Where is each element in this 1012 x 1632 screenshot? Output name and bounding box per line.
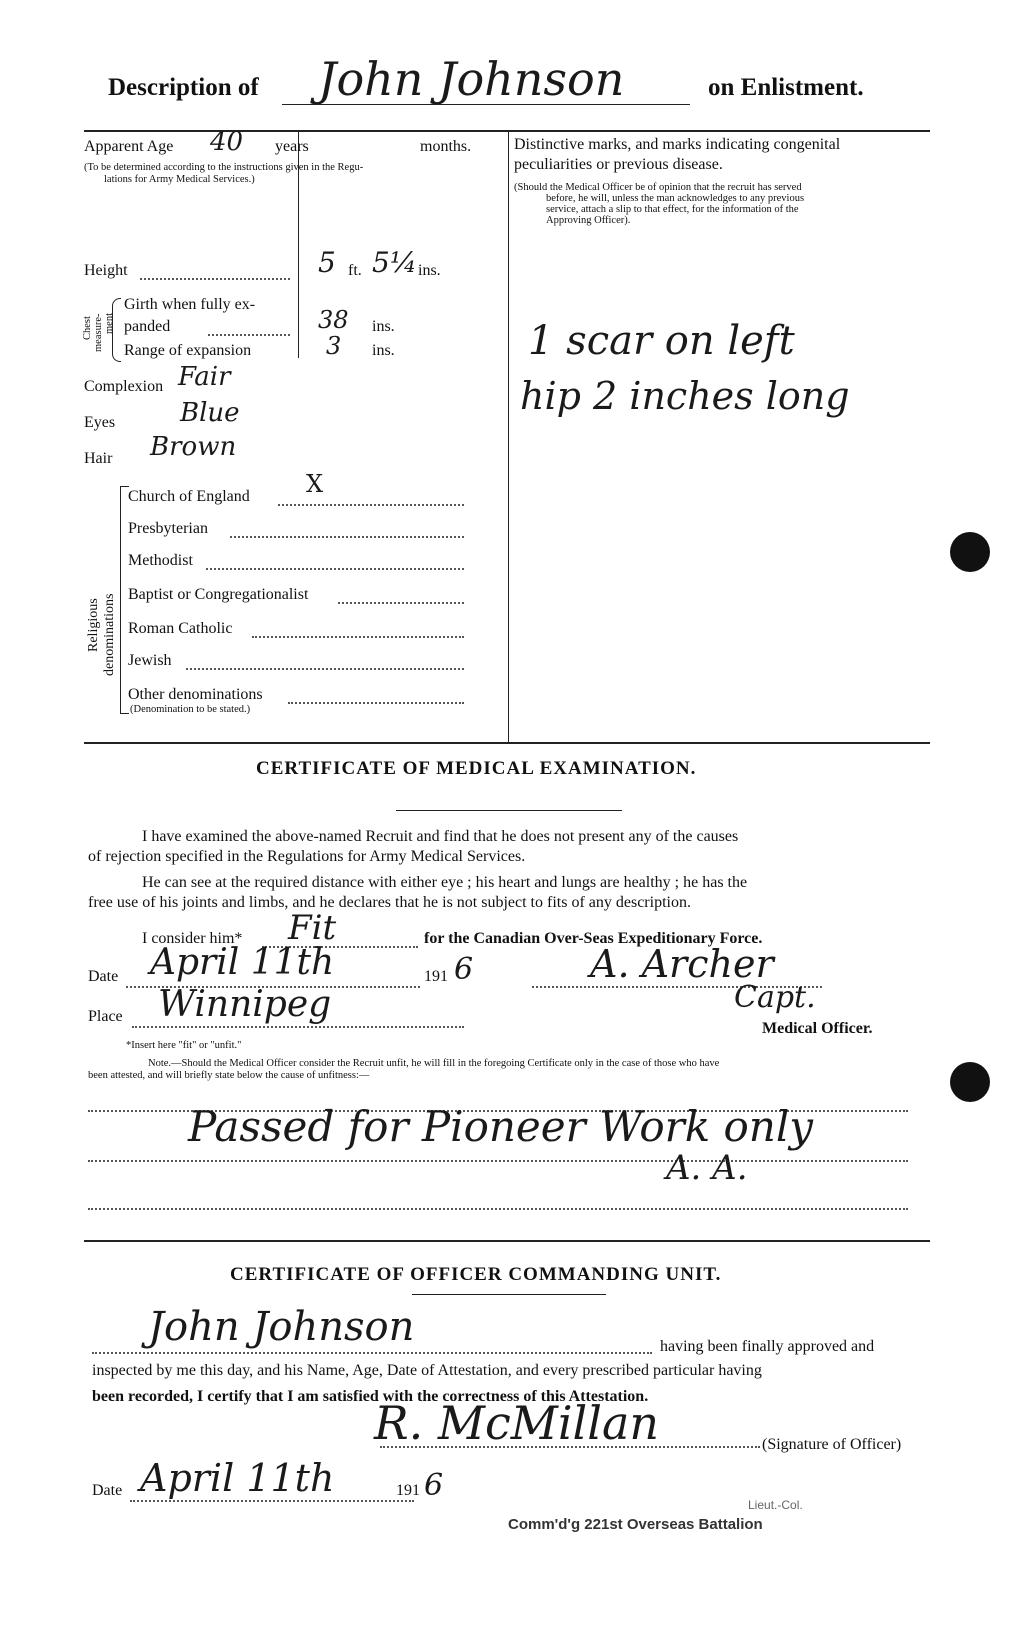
religion-church-of-england: Church of England <box>128 488 250 505</box>
religion-methodist: Methodist <box>128 552 193 569</box>
consider-label: I consider him* <box>142 930 243 947</box>
header-description-label: Description of <box>108 74 259 101</box>
insert-note: *Insert here "fit" or "unfit." <box>126 1040 242 1051</box>
religion-roman-catholic: Roman Catholic <box>128 620 233 637</box>
commanding-text-3: been recorded, I certify that I am satisfied with the correctness of this Attestation. <box>92 1388 649 1405</box>
medical-date-value: April 11th <box>150 942 335 983</box>
religion-dots-6 <box>288 702 464 704</box>
commanding-signature-dots <box>380 1446 760 1448</box>
medical-officer-label: Medical Officer. <box>762 1020 873 1037</box>
unfit-remark-1: Passed for Pioneer Work only <box>188 1102 814 1151</box>
religion-presbyterian: Presbyterian <box>128 520 208 537</box>
medical-para1-line1: I have examined the above-named Recruit and find that he does not present any of the causes <box>142 828 739 845</box>
medical-officer-rank: Capt. <box>734 980 816 1015</box>
distinctive-note-1: (Should the Medical Officer be of opinion that the recruit has served <box>514 182 802 193</box>
medical-title: CERTIFICATE OF MEDICAL EXAMINATION. <box>256 758 697 779</box>
commanding-year-prefix: 191 <box>396 1482 420 1499</box>
medical-year-prefix: 191 <box>424 968 448 985</box>
months-label: months. <box>420 138 472 155</box>
commanding-recruit-name: John Johnson <box>148 1304 415 1350</box>
height-feet: 5 <box>318 246 336 279</box>
girth-label-2: panded <box>124 318 171 335</box>
distinctive-handwritten-2: hip 2 inches long <box>520 374 850 418</box>
column-divider <box>508 130 509 742</box>
girth-label-1: Girth when fully ex- <box>124 296 256 313</box>
age-note-line-2: lations for Army Medical Services.) <box>104 174 255 185</box>
girth-ins-label: ins. <box>372 318 395 335</box>
chest-label-3: ment <box>104 313 115 334</box>
religion-dots-2 <box>206 568 464 570</box>
height-label: Height <box>84 262 128 279</box>
name-underline <box>282 104 690 105</box>
medical-para2-line1: He can see at the required distance with either eye ; his heart and lungs are healthy ; he has the <box>142 874 748 891</box>
commanding-date-dots <box>130 1500 414 1502</box>
header-on-enlistment: on Enlistment. <box>708 74 864 101</box>
years-label: years <box>275 138 309 155</box>
commanding-title-rule <box>412 1294 606 1295</box>
fitness-value: Fit <box>288 908 337 948</box>
girth-dots <box>208 334 290 336</box>
medical-note-line2: been attested, and will briefly state below the cause of unfitness:— <box>88 1070 370 1081</box>
commanding-name-dots <box>92 1352 652 1354</box>
complexion-value: Fair <box>178 362 231 392</box>
feet-label: ft. <box>348 262 362 279</box>
unfit-remark-2: A. A. <box>666 1148 748 1188</box>
complexion-label: Complexion <box>84 378 164 395</box>
religion-note: (Denomination to be stated.) <box>130 704 251 715</box>
hair-value: Brown <box>150 432 237 462</box>
place-dots <box>132 1026 464 1028</box>
religion-dots-3 <box>338 602 464 604</box>
height-inches: 5¼ <box>372 246 417 279</box>
distinctive-note-2: before, he will, unless the man acknowledges to any previous <box>546 193 805 204</box>
personal-bottom-rule <box>84 742 930 744</box>
stamp-line-2: Comm'd'g 221st Overseas Battalion <box>508 1516 763 1533</box>
distinctive-handwritten-1: 1 scar on left <box>528 318 795 364</box>
religion-jewish: Jewish <box>128 652 172 669</box>
eyes-label: Eyes <box>84 414 116 431</box>
religion-baptist: Baptist or Congregationalist <box>128 586 309 603</box>
chest-label-1: Chest <box>82 316 93 340</box>
recruit-name: John Johnson <box>318 52 625 106</box>
height-dots <box>140 278 290 280</box>
age-value: 40 <box>210 127 244 157</box>
hair-label: Hair <box>84 450 113 467</box>
religion-side-label-2: denominations <box>102 593 117 676</box>
apparent-age-label: Apparent Age <box>84 138 174 155</box>
commanding-text-1: having been finally approved and <box>660 1338 875 1355</box>
commanding-signature: R. McMillan <box>374 1396 660 1450</box>
religion-side-label-1: Religious <box>86 598 101 652</box>
religion-dots-5 <box>186 668 464 670</box>
distinctive-note-3: service, attach a slip to that effect, for the information of the <box>546 204 799 215</box>
distinctive-label-2: peculiarities or previous disease. <box>514 156 723 173</box>
medical-note-line1: Note.—Should the Medical Officer consider the Recruit unfit, he will fill in the foregoing Certificate only in the case of those who have <box>148 1058 720 1069</box>
commanding-date-value: April 11th <box>140 1456 335 1500</box>
range-value: 3 <box>326 332 342 360</box>
commanding-year-suffix: 6 <box>424 1468 444 1503</box>
religion-dots-1 <box>230 536 464 538</box>
medical-signature: A. Archer <box>590 942 774 986</box>
religion-dots-0 <box>278 504 464 506</box>
medical-bottom-rule <box>84 1240 930 1242</box>
range-ins-label: ins. <box>372 342 395 359</box>
stamp-line-1: Lieut.-Col. <box>748 1498 803 1512</box>
commanding-title: CERTIFICATE OF OFFICER COMMANDING UNIT. <box>230 1264 722 1285</box>
unfit-dots-2 <box>88 1160 908 1162</box>
medical-para1-line2: of rejection specified in the Regulations for Army Medical Services. <box>88 848 526 865</box>
inches-label-height: ins. <box>418 262 441 279</box>
force-label: for the Canadian Over-Seas Expeditionary Force. <box>424 930 763 947</box>
religion-mark: X <box>306 470 324 498</box>
medical-para2-line2: free use of his joints and limbs, and he declares that he is not subject to fits of any description. <box>88 894 691 911</box>
commanding-signature-label: (Signature of Officer) <box>762 1436 902 1453</box>
unfit-dots-3 <box>88 1208 908 1210</box>
chest-label-2: measure- <box>93 313 104 352</box>
age-note-line-1: (To be determined according to the instructions given in the Regu- <box>84 162 364 173</box>
place-value: Winnipeg <box>158 984 332 1025</box>
eyes-value: Blue <box>180 398 240 428</box>
punch-hole-top <box>950 532 990 572</box>
religion-other: Other denominations <box>128 686 263 703</box>
chest-brace <box>112 298 121 362</box>
medical-year-suffix: 6 <box>454 952 474 987</box>
place-label: Place <box>88 1008 123 1025</box>
girth-value: 38 <box>318 306 349 334</box>
commanding-text-2: inspected by me this day, and his Name, Age, Date of Attestation, and every prescribed particular having <box>92 1362 762 1379</box>
distinctive-label-1: Distinctive marks, and marks indicating congenital <box>514 136 841 153</box>
punch-hole-bottom <box>950 1062 990 1102</box>
range-label: Range of expansion <box>124 342 252 359</box>
commanding-date-label: Date <box>92 1482 123 1499</box>
medical-title-rule <box>396 810 622 811</box>
medical-date-label: Date <box>88 968 119 985</box>
distinctive-note-4: Approving Officer). <box>546 215 631 226</box>
religion-dots-4 <box>252 636 464 638</box>
